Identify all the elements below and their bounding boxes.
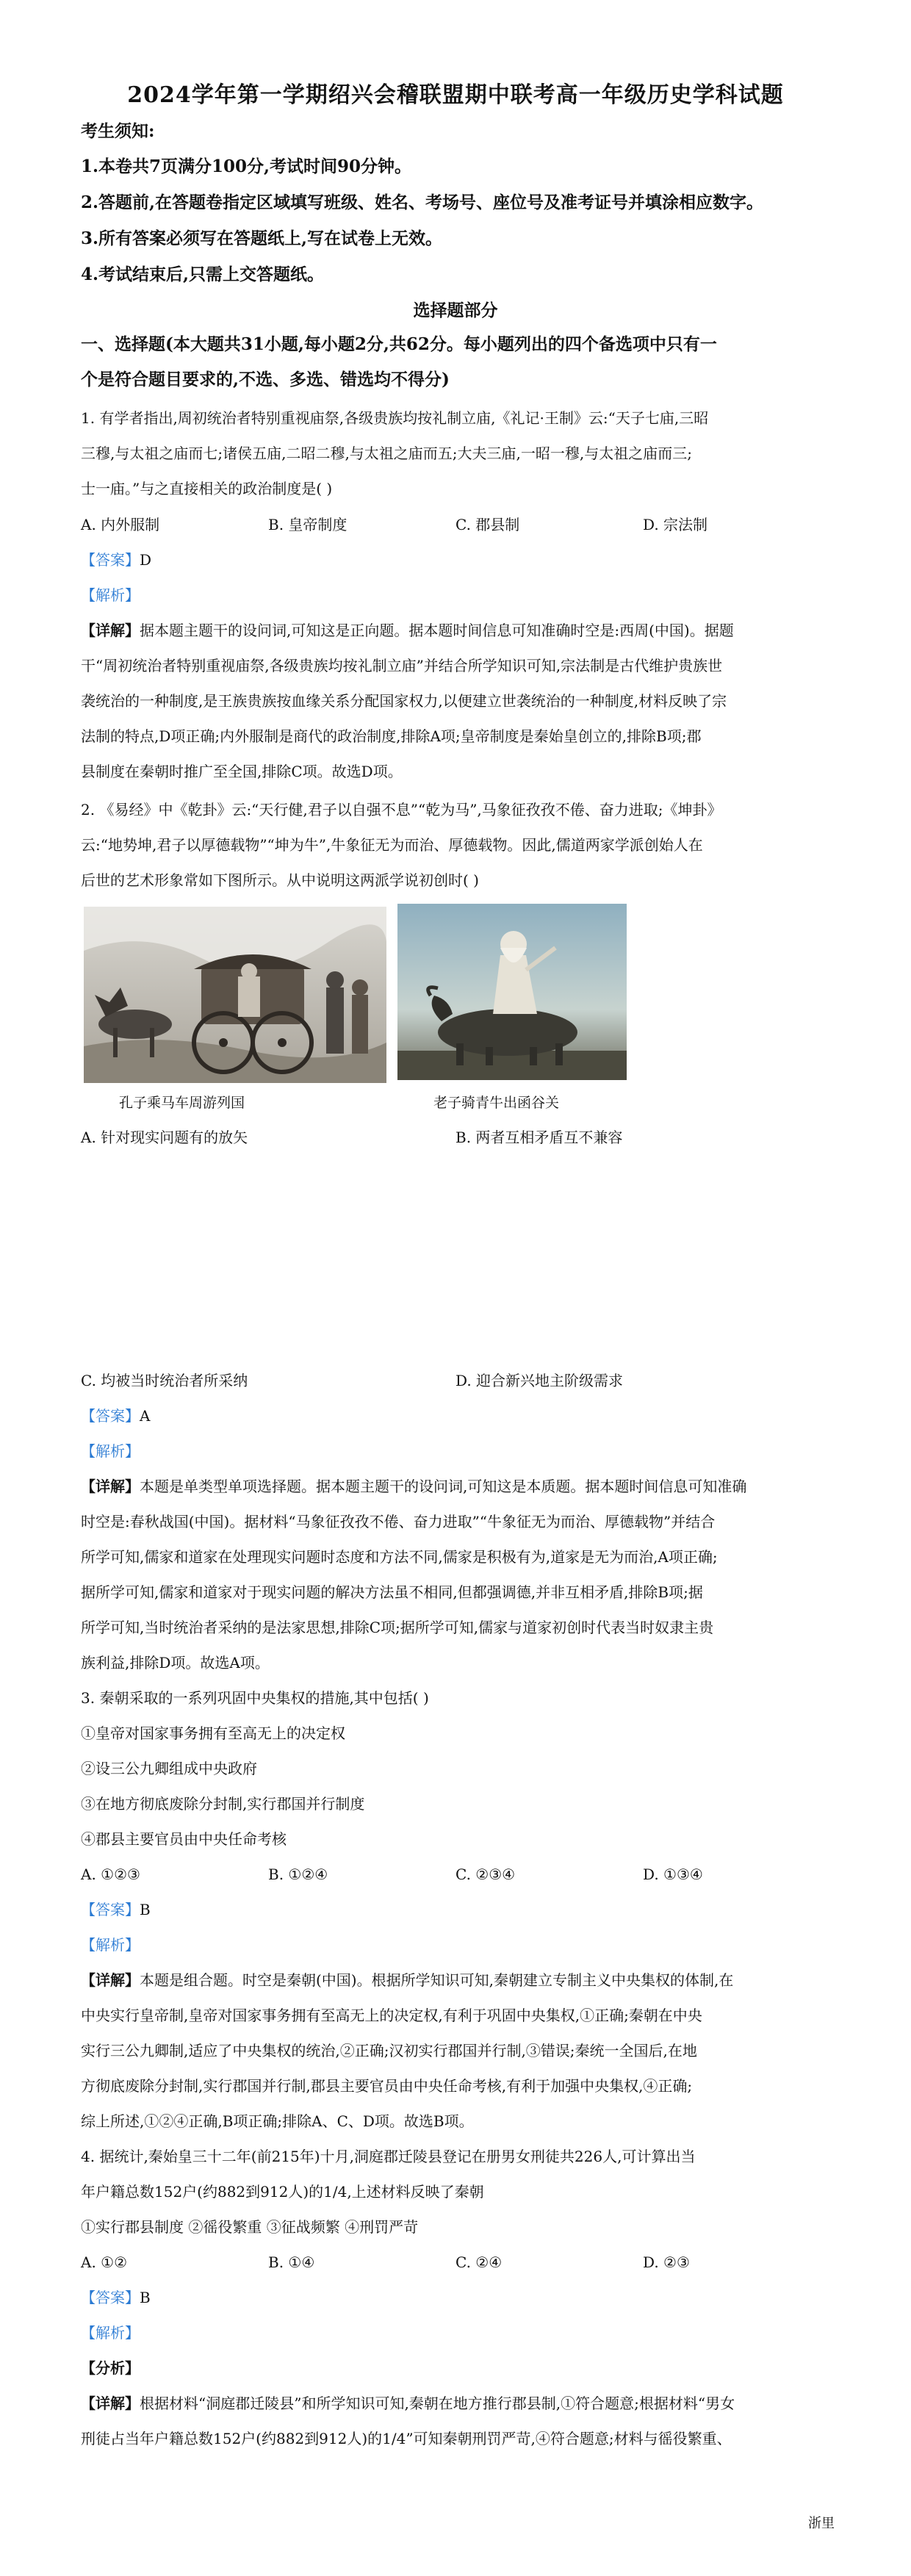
question-4-stem: 年户籍总数152户(约882到912人)的1/4,上述材料反映了秦朝 [81, 2183, 484, 2201]
question-3-item: ①皇帝对国家事务拥有至高无上的决定权 [81, 1724, 345, 1742]
answer-label: 【答案】 [81, 551, 140, 569]
question-3-detail [81, 1970, 845, 1990]
question-2-option-c: C. 均被当时统治者所采纳 [81, 1372, 248, 1389]
detail-label: 【详解】 [81, 1478, 140, 1495]
question-1-option-d: D. 宗法制 [643, 516, 708, 533]
question-2-detail: 据所学可知,儒家和道家对于现实问题的解决方法虽不相同,但都强调德,并非互相矛盾,排除B项;据 [81, 1583, 703, 1601]
question-2-stem: 后世的艺术形象常如下图所示。从中说明这两派学说初创时( ) [81, 871, 479, 889]
question-1-detail: 干“周初统治者特别重视庙祭,各级贵族均按礼制立庙”并结合所学知识可知,宗法制是古代维护贵族世 [81, 657, 723, 674]
notice-heading: 考生须知: [81, 121, 155, 141]
section-intro: 个是符合题目要求的,不选、多选、错选均不得分) [81, 370, 450, 389]
analysis2-label: 【分析】 [81, 2359, 140, 2377]
notice-item: 3.所有答案必须写在答题纸上,写在试卷上无效。 [81, 229, 443, 248]
notice-item: 1.本卷共7页满分100分,考试时间90分钟。 [81, 156, 412, 176]
page-footer: 浙里 [808, 2516, 835, 2531]
question-2-option-a: A. 针对现实问题有的放矢 [81, 1129, 248, 1146]
question-1-detail: 袭统治的一种制度,是王族贵族按血缘关系分配国家权力,以便建立世袭统治的一种制度,材料反映了宗 [81, 692, 727, 710]
question-3-option-b: B. ①②④ [268, 1866, 328, 1883]
question-2-option-d: D. 迎合新兴地主阶级需求 [455, 1372, 624, 1389]
question-3-detail: 中央实行皇帝制,皇帝对国家事务拥有至高无上的决定权,有利于巩固中央集权,①正确;秦朝在中央 [81, 2007, 702, 2024]
question-4-item: ①实行郡县制度 ②徭役繁重 ③征战频繁 ④刑罚严苛 [81, 2218, 419, 2236]
notice-item: 2.答题前,在答题卷指定区域填写班级、姓名、考场号、座位号及准考证号并填涂相应数字。 [81, 193, 764, 212]
question-3-item: ④郡县主要官员由中央任命考核 [81, 1830, 287, 1848]
question-2-detail [81, 1476, 845, 1497]
detail-text: 根据材料“洞庭郡迁陵县”和所学知识可知,秦朝在地方推行郡县制,①符合题意;根据材料“男女 [140, 2395, 735, 2412]
question-1-option-c: C. 郡县制 [455, 516, 520, 533]
answer-value: B [140, 1901, 151, 1918]
question-3-stem: 3. 秦朝采取的一系列巩固中央集权的措施,其中包括( ) [81, 1689, 429, 1707]
question-2-detail: 时空是:春秋战国(中国)。据材料“马象征孜孜不倦、奋力进取”“牛象征无为而治、厚德载物”并结合 [81, 1513, 716, 1530]
confucius-carriage-illustration [84, 907, 386, 1083]
question-3-item: ③在地方彻底废除分封制,实行郡国并行制度 [81, 1795, 365, 1813]
question-1-detail: 法制的特点,D项正确;内外服制是商代的政治制度,排除A项;皇帝制度是秦始皇创立的,排除B项;郡 [81, 727, 702, 745]
laozi-ox-image [397, 904, 627, 1080]
question-4-detail [81, 2393, 845, 2414]
question-3-detail: 综上所述,①②④正确,B项正确;排除A、C、D项。故选B项。 [81, 2112, 474, 2130]
question-3-detail: 方彻底废除分封制,实行郡国并行制,郡县主要官员由中央任命考核,有利于加强中央集权,④正确; [81, 2077, 693, 2095]
image-caption-laozi: 老子骑青牛出函谷关 [433, 1095, 560, 1111]
question-3-answer [81, 1899, 845, 1920]
image-caption-confucius: 孔子乘马车周游列国 [119, 1095, 245, 1111]
analysis-label: 【解析】 [81, 1936, 140, 1954]
analysis-label: 【解析】 [81, 1442, 140, 1460]
question-4-answer [81, 2287, 845, 2308]
question-1-option-b: B. 皇帝制度 [268, 516, 348, 533]
question-2-option-b: B. 两者互相矛盾互不兼容 [455, 1129, 623, 1146]
answer-value: D [140, 551, 152, 569]
question-4-option-a: A. ①② [81, 2253, 128, 2271]
question-3-detail: 实行三公九卿制,适应了中央集权的统治,②正确;汉初实行郡国并行制,③错误;秦统一全国后,在地 [81, 2042, 697, 2059]
question-3-option-d: D. ①③④ [643, 1866, 703, 1883]
analysis-label: 【解析】 [81, 586, 140, 604]
question-2-stem: 2. 《易经》中《乾卦》云:“天行健,君子以自强不息”“乾为马”,马象征孜孜不倦、奋力进取;《坤卦》 [81, 801, 722, 819]
question-2-detail: 所学可知,当时统治者采纳的是法家思想,排除C项;据所学可知,儒家与道家初创时代表当时奴隶主贵 [81, 1619, 714, 1636]
question-1-stem: 1. 有学者指出,周初统治者特别重视庙祭,各级贵族均按礼制立庙,《礼记·王制》云:“天子七庙,三昭 [81, 409, 709, 427]
question-2-stem: 云:“地势坤,君子以厚德载物”“坤为牛”,牛象征无为而治、厚德载物。因此,儒道两家学派创始人在 [81, 836, 703, 854]
detail-text: 本题是单类型单项选择题。据本题主题干的设问词,可知这是本质题。据本题时间信息可知准确 [140, 1478, 747, 1495]
page-title: 2024学年第一学期绍兴会稽联盟期中联考高一年级历史学科试题 [127, 82, 784, 108]
answer-value: B [140, 2289, 151, 2306]
detail-text: 本题是组合题。时空是秦朝(中国)。根据所学知识可知,秦朝建立专制主义中央集权的体制,在 [140, 1971, 734, 1989]
analysis-label: 【解析】 [81, 2324, 140, 2342]
answer-value: A [140, 1407, 151, 1425]
question-3-option-a: A. ①②③ [81, 1866, 140, 1883]
question-4-option-c: C. ②④ [455, 2253, 503, 2271]
question-1-option-a: A. 内外服制 [81, 516, 160, 533]
question-3-option-c: C. ②③④ [455, 1866, 516, 1883]
question-4-detail: 刑徒占当年户籍总数152户(约882到912人)的1/4”可知秦朝刑罚严苛,④符合题意;材料与徭役繁重、 [81, 2430, 732, 2447]
answer-label: 【答案】 [81, 1407, 140, 1425]
section-intro: 一、选择题(本大题共31小题,每小题2分,共62分。每小题列出的四个备选项中只有一 [81, 334, 717, 354]
answer-label: 【答案】 [81, 1901, 140, 1918]
detail-label: 【详解】 [81, 622, 140, 639]
answer-label: 【答案】 [81, 2289, 140, 2306]
question-2-detail: 族利益,排除D项。故选A项。 [81, 1654, 270, 1672]
section-title: 选择题部分 [413, 301, 498, 320]
question-2-detail: 所学可知,儒家和道家在处理现实问题时态度和方法不同,儒家是积极有为,道家是无为而治,A项正确; [81, 1548, 718, 1566]
question-1-stem: 士一庙。”与之直接相关的政治制度是( ) [81, 480, 333, 497]
question-1-detail: 县制度在秦朝时推广至全国,排除C项。故选D项。 [81, 763, 403, 780]
detail-text: 据本题主题干的设问词,可知这是正向题。据本题时间信息可知准确时空是:西周(中国)。据题 [140, 622, 734, 639]
question-4-stem: 4. 据统计,秦始皇三十二年(前215年)十月,洞庭郡迁陵县登记在册男女刑徒共226人,可计算出当 [81, 2148, 696, 2165]
confucius-carriage-image [84, 907, 386, 1083]
notice-item: 4.考试结束后,只需上交答题纸。 [81, 265, 325, 284]
question-4-option-b: B. ①④ [268, 2253, 315, 2271]
question-2-answer [81, 1406, 845, 1426]
question-1-answer [81, 550, 845, 570]
question-3-item: ②设三公九卿组成中央政府 [81, 1760, 257, 1777]
question-1-stem: 三穆,与太祖之庙而七;诸侯五庙,二昭二穆,与太祖之庙而五;大夫三庙,一昭一穆,与太祖之庙而三; [81, 445, 693, 462]
question-4-option-d: D. ②③ [643, 2253, 690, 2271]
detail-label: 【详解】 [81, 1971, 140, 1989]
question-1-detail [81, 620, 845, 641]
detail-label: 【详解】 [81, 2395, 140, 2412]
laozi-ox-illustration [397, 904, 627, 1080]
